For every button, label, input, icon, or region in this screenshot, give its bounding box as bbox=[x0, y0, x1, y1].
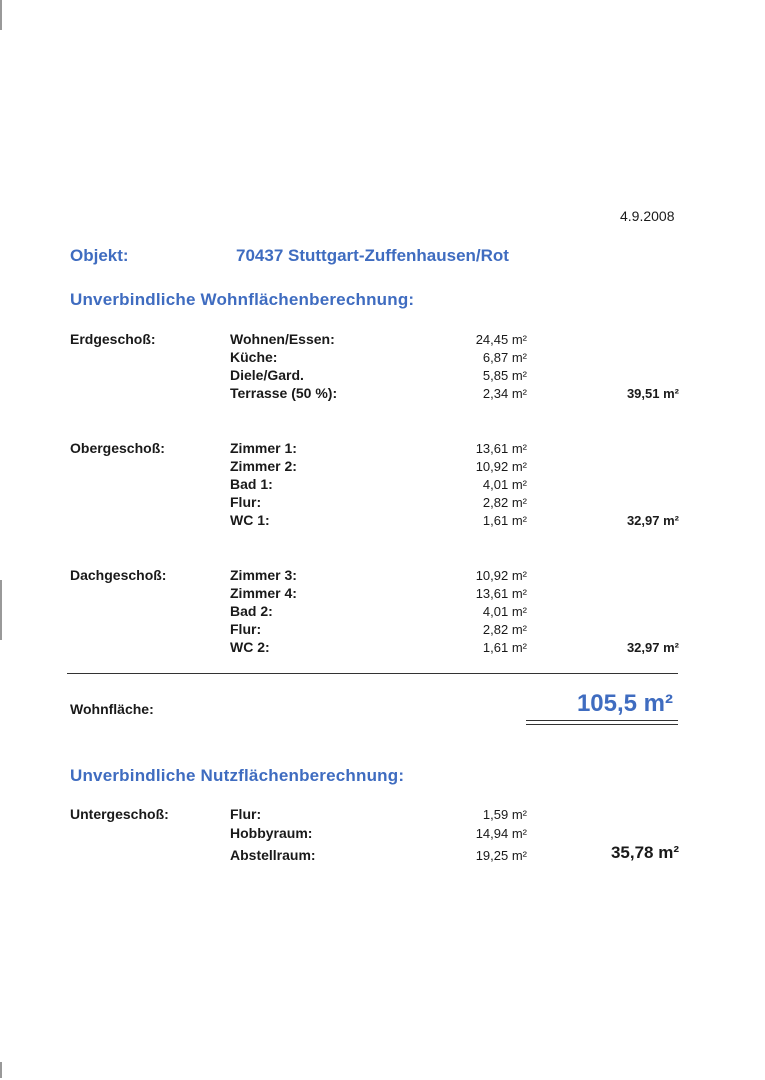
room-name: Flur: bbox=[230, 806, 262, 822]
room-name: Wohnen/Essen: bbox=[230, 331, 335, 347]
room-name: WC 1: bbox=[230, 512, 270, 528]
room-area: 13,61 m² bbox=[475, 441, 527, 456]
floor-label-untergeschoss: Untergeschoß: bbox=[70, 806, 169, 822]
room-area: 6,87 m² bbox=[482, 350, 527, 365]
document-date: 4.9.2008 bbox=[620, 208, 675, 224]
total-underline bbox=[526, 720, 678, 721]
room-name: Bad 1: bbox=[230, 476, 273, 492]
room-name: Flur: bbox=[230, 494, 262, 510]
room-area: 2,82 m² bbox=[482, 622, 527, 637]
room-name: Abstellraum: bbox=[230, 847, 316, 863]
room-area: 4,01 m² bbox=[482, 477, 527, 492]
room-area: 10,92 m² bbox=[475, 459, 527, 474]
room-area: 5,85 m² bbox=[482, 368, 527, 383]
wohnflaeche-heading: Unverbindliche Wohnflächenberechnung: bbox=[70, 290, 415, 309]
room-name: Flur: bbox=[230, 621, 262, 637]
room-name: Zimmer 1: bbox=[230, 440, 297, 456]
room-area: 1,59 m² bbox=[482, 807, 527, 822]
scan-edge-mark bbox=[0, 0, 2, 30]
floor-total: 39,51 m² bbox=[626, 386, 679, 401]
floor-total: 32,97 m² bbox=[626, 513, 679, 528]
room-area: 4,01 m² bbox=[482, 604, 527, 619]
untergeschoss-total: 35,78 m² bbox=[610, 843, 679, 862]
room-name: Bad 2: bbox=[230, 603, 273, 619]
room-name: Terrasse (50 %): bbox=[230, 385, 338, 401]
room-name: Zimmer 4: bbox=[230, 585, 297, 601]
objekt-label: Objekt: bbox=[70, 246, 129, 265]
room-name: Zimmer 3: bbox=[230, 567, 297, 583]
scan-edge-mark bbox=[0, 1062, 2, 1078]
floor-label-dachgeschoss: Dachgeschoß: bbox=[70, 567, 167, 583]
room-area: 24,45 m² bbox=[475, 332, 527, 347]
scan-edge-mark bbox=[0, 580, 2, 640]
room-area: 1,61 m² bbox=[482, 640, 527, 655]
room-name: Zimmer 2: bbox=[230, 458, 297, 474]
nutzflaeche-heading: Unverbindliche Nutzflächenberechnung: bbox=[70, 766, 405, 785]
room-area: 14,94 m² bbox=[475, 826, 527, 841]
room-name: Diele/Gard. bbox=[230, 367, 304, 383]
room-area: 19,25 m² bbox=[475, 848, 527, 863]
total-underline bbox=[526, 724, 678, 725]
room-name: Hobbyraum: bbox=[230, 825, 313, 841]
floor-label-obergeschoss: Obergeschoß: bbox=[70, 440, 165, 456]
wohnflaeche-total: 105,5 m² bbox=[576, 690, 673, 717]
room-area: 2,82 m² bbox=[482, 495, 527, 510]
room-area: 1,61 m² bbox=[482, 513, 527, 528]
floor-total: 32,97 m² bbox=[626, 640, 679, 655]
summary-divider bbox=[67, 673, 678, 674]
room-area: 10,92 m² bbox=[475, 568, 527, 583]
room-area: 13,61 m² bbox=[475, 586, 527, 601]
room-name: WC 2: bbox=[230, 639, 270, 655]
floor-label-erdgeschoss: Erdgeschoß: bbox=[70, 331, 156, 347]
room-name: Küche: bbox=[230, 349, 278, 365]
wohnflaeche-label: Wohnfläche: bbox=[70, 701, 154, 717]
objekt-address: 70437 Stuttgart-Zuffenhausen/Rot bbox=[236, 246, 509, 265]
room-area: 2,34 m² bbox=[482, 386, 527, 401]
